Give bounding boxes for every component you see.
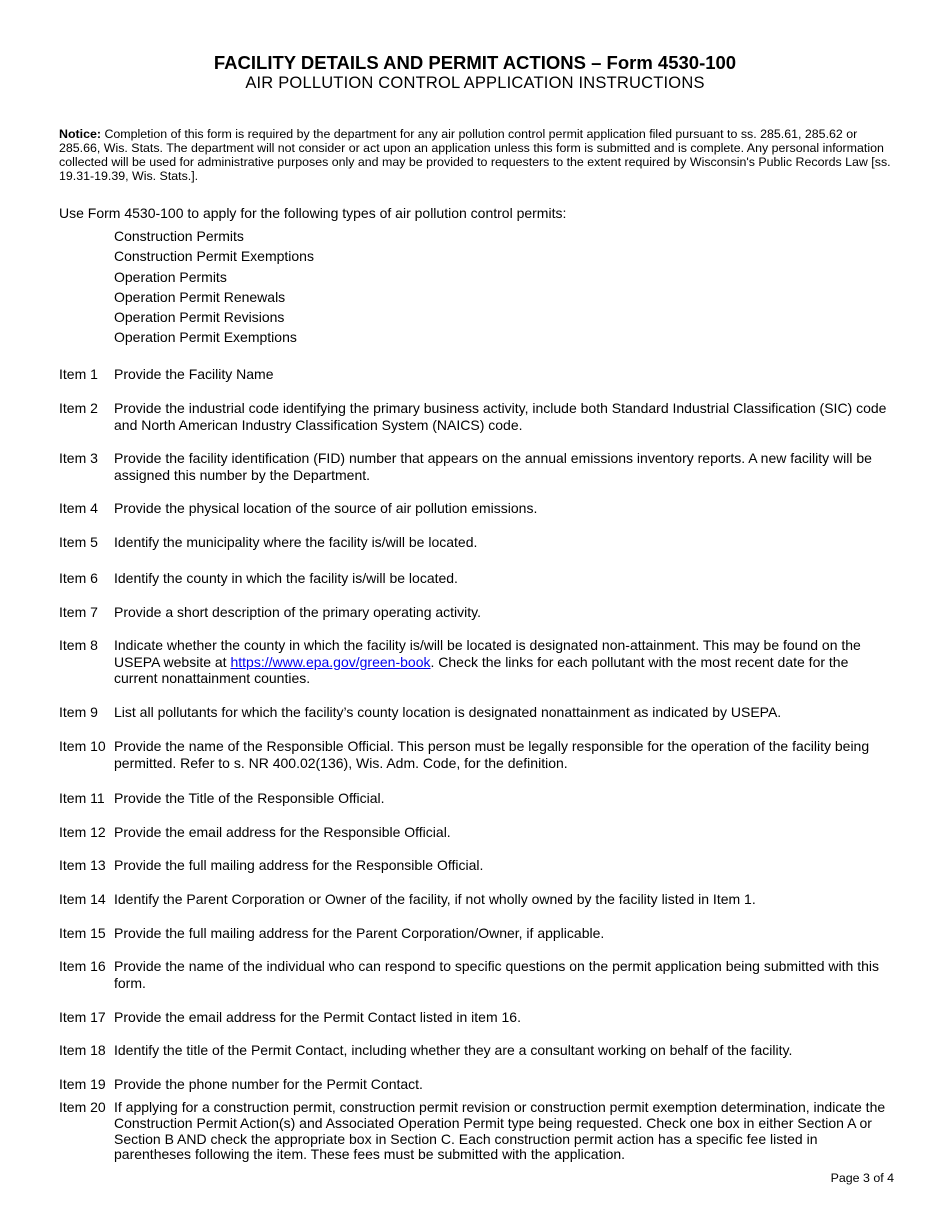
item-number: Item 2 [59, 400, 98, 416]
permit-type-item: Operation Permit Renewals [114, 288, 286, 305]
item-number: Item 1 [59, 366, 98, 382]
page-title: FACILITY DETAILS AND PERMIT ACTIONS – Form 4530-100 [213, 52, 737, 73]
item-text: Identify the municipality where the facility is/will be located. [114, 534, 478, 550]
notice-text: Completion of this form is required by the department for any air pollution control permit application filed pursuant to ss. 285.61, 285.62 or 285.66, Wis. Stats. The department will not consider or act upon an application unless this form is submitted and is complete. Any personal information collected will be used for administrative purposes only and may be provided to requesters to the extent required by Wisconsin's Public Records Law [ss. 19.31-19.39, Wis. Stats.]. [59, 127, 891, 184]
item-text: Provide the full mailing address for the Parent Corporation/Owner, if applicable. [114, 925, 605, 941]
item-text: Provide the full mailing address for the Responsible Official. [114, 857, 484, 873]
item-text: Provide the Facility Name [114, 366, 274, 382]
item-number: Item 17 [59, 1009, 106, 1025]
item-text: If applying for a construction permit, construction permit revision or construction permit exemption determination, indicate the Construction Permit Action(s) and Associated Operation Permit type being requested. Check one box in either Section A or Section B AND check the appropriate box in Section C. Each construction permit action has a specific fee listed in parentheses following the item. These fees must be submitted with the application. [114, 1099, 886, 1163]
item-text: Provide the email address for the Responsible Official. [114, 824, 451, 840]
item-text: List all pollutants for which the facility’s county location is designated nonattainment as indicated by USEPA. [114, 704, 782, 720]
item-text: Provide the name of the individual who can respond to specific questions on the permit application being submitted with this form. [114, 958, 880, 991]
page-subtitle: AIR POLLUTION CONTROL APPLICATION INSTRUCTIONS [245, 74, 705, 92]
item-number: Item 3 [59, 450, 98, 466]
item-number: Item 8 [59, 637, 98, 653]
item-number: Item 6 [59, 570, 98, 586]
item-text: Provide the email address for the Permit Contact listed in item 16. [114, 1009, 521, 1025]
item-number: Item 9 [59, 704, 98, 720]
item-number: Item 5 [59, 534, 98, 550]
item-text: Identify the Parent Corporation or Owner of the facility, if not wholly owned by the facility listed in Item 1. [114, 891, 756, 907]
notice-paragraph [59, 127, 891, 183]
item-text: Provide the industrial code identifying the primary business activity, include both Standard Industrial Classification (SIC) code and North American Industry Classification System (NAICS) code. [114, 400, 887, 433]
item-number: Item 19 [59, 1076, 106, 1092]
item-text [114, 637, 892, 687]
item-number: Item 7 [59, 604, 98, 620]
intro-text: Use Form 4530-100 to apply for the following types of air pollution control permits: [59, 205, 567, 221]
item-number: Item 4 [59, 500, 98, 516]
item-number: Item 12 [59, 824, 106, 840]
item-number: Item 14 [59, 891, 106, 907]
item-text: Provide the Title of the Responsible Official. [114, 790, 385, 806]
item-number: Item 20 [59, 1099, 106, 1115]
notice-label: Notice: [59, 127, 101, 141]
item-number: Item 13 [59, 857, 106, 873]
page-number: Page 3 of 4 [830, 1171, 894, 1185]
item-text: Provide the phone number for the Permit Contact. [114, 1076, 423, 1092]
item-text: Identify the title of the Permit Contact, including whether they are a consultant working on behalf of the facility. [114, 1042, 793, 1058]
item-number: Item 10 [59, 738, 106, 754]
permit-type-item: Operation Permit Revisions [114, 309, 285, 326]
item-number: Item 15 [59, 925, 106, 941]
green-book-link[interactable]: https://www.epa.gov/green-book [230, 653, 431, 670]
item-text: Provide the name of the Responsible Official. This person must be legally responsible for the operation of the facility being permitted. Refer to s. NR 400.02(136), Wis. Adm. Code, for the definition. [114, 738, 870, 771]
item-number: Item 11 [59, 790, 105, 806]
item-text: Provide the facility identification (FID) number that appears on the annual emissions inventory reports. A new facility will be assigned this number by the Department. [114, 450, 872, 483]
item-text: Identify the county in which the facility is/will be located. [114, 570, 458, 586]
permit-type-item: Operation Permit Exemptions [114, 329, 297, 346]
item-text-before-link: Indicate whether the county in which the facility is/will be located is designated non-attainment. This may be found on the USEPA website at [114, 637, 861, 670]
permit-type-item: Operation Permits [114, 268, 227, 285]
permit-type-list [114, 226, 314, 348]
item-number: Item 16 [59, 958, 106, 974]
item-number: Item 18 [59, 1042, 106, 1058]
permit-type-item: Construction Permits [114, 228, 244, 244]
item-text-after-link: . Check the links for each pollutant with the most recent date for the current nonattainment counties. [114, 653, 849, 687]
item-text: Provide the physical location of the source of air pollution emissions. [114, 500, 538, 516]
permit-type-item: Construction Permit Exemptions [114, 248, 314, 265]
item-text: Provide a short description of the primary operating activity. [114, 604, 482, 620]
